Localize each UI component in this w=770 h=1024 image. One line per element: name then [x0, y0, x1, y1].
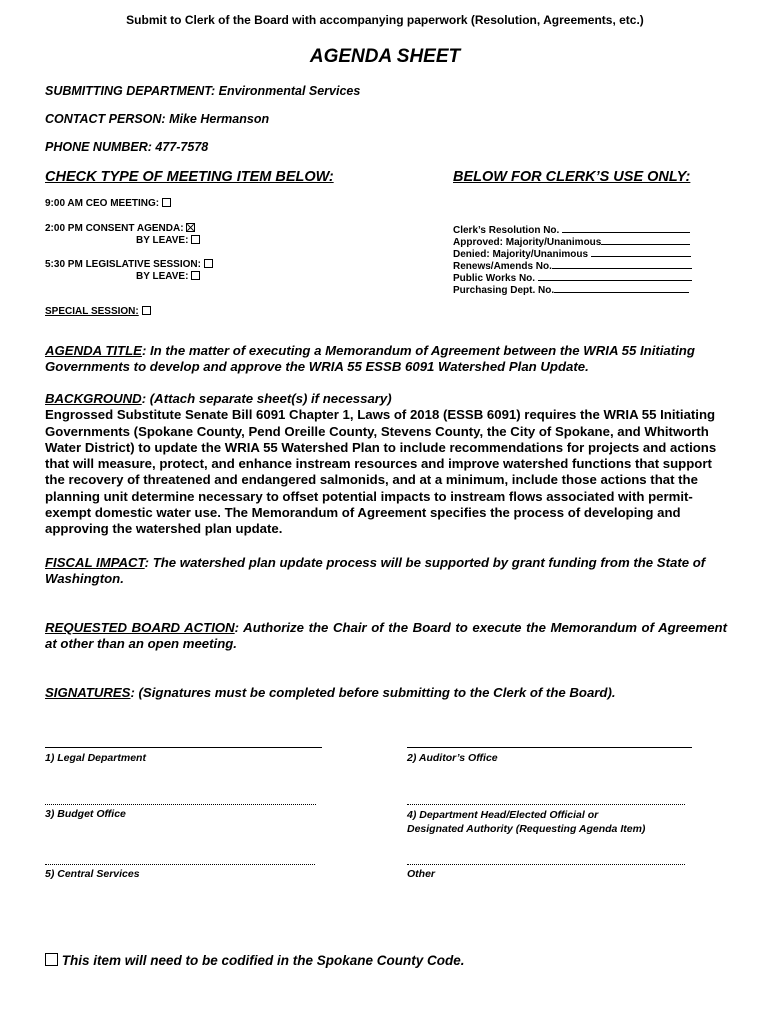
fiscal-impact-label: FISCAL IMPACT	[45, 555, 145, 570]
dept-head-signature-label: 4) Department Head/Elected Official or Designated Authority (Requesting Agenda Item)	[407, 809, 646, 835]
codified-note: This item will need to be codified in the Spokane County Code.	[61, 953, 465, 968]
page-title: AGENDA SHEET	[309, 46, 461, 67]
codified-checkbox[interactable]	[45, 953, 58, 966]
special-session-label: SPECIAL SESSION:	[45, 306, 139, 317]
clerk-fields	[453, 223, 692, 295]
legislative-session-checkbox[interactable]	[204, 259, 213, 268]
clerk-resolution-row: Clerk’s Resolution No.	[453, 223, 692, 235]
clerk-purchasing-row: Purchasing Dept. No.	[453, 283, 692, 295]
legislative-by-leave-row	[136, 271, 200, 282]
codified-row	[45, 953, 465, 968]
dept-head-signature-line[interactable]	[407, 804, 685, 805]
other-signature-label: Other	[407, 868, 436, 880]
check-type-heading: CHECK TYPE OF MEETING ITEM BELOW:	[45, 169, 334, 185]
signatures-label: SIGNATURES	[45, 685, 131, 700]
central-services-signature-line[interactable]	[45, 864, 315, 865]
clerk-approved-row: Approved: Majority/Unanimous	[453, 235, 692, 247]
legal-signature-label: 1) Legal Department	[45, 752, 146, 764]
consent-by-leave-row	[136, 235, 200, 246]
ceo-meeting-checkbox[interactable]	[162, 198, 171, 207]
consent-by-leave-checkbox[interactable]	[191, 235, 200, 244]
signatures-text: : (Signatures must be completed before submitting to the Clerk of the Board).	[130, 685, 616, 700]
clerk-resolution-field[interactable]	[562, 223, 690, 233]
clerk-purchasing-field[interactable]	[554, 283, 689, 293]
special-session-checkbox[interactable]	[142, 306, 151, 315]
legislative-by-leave-checkbox[interactable]	[191, 271, 200, 280]
clerk-public-works-row: Public Works No.	[453, 271, 692, 283]
fiscal-impact-section	[45, 555, 731, 588]
legislative-by-leave-label: BY LEAVE:	[136, 271, 189, 282]
contact-person: CONTACT PERSON: Mike Hermanson	[45, 112, 270, 126]
fiscal-impact-text: : The watershed plan update process will be supported by grant funding from the State of Washington.	[45, 555, 706, 587]
clerk-denied-row: Denied: Majority/Unanimous	[453, 247, 692, 259]
legal-signature-line[interactable]	[45, 747, 322, 748]
clerk-approved-field[interactable]	[601, 235, 690, 245]
signatures-section	[45, 685, 731, 701]
consent-agenda-row	[45, 223, 195, 234]
special-session-row	[45, 306, 151, 317]
consent-agenda-label: 2:00 PM CONSENT AGENDA:	[45, 223, 184, 234]
ceo-meeting-row	[45, 198, 171, 209]
requested-action-section	[45, 620, 727, 653]
agenda-title-label: AGENDA TITLE	[45, 343, 142, 358]
agenda-title-text: : In the matter of executing a Memorandum of Agreement between the WRIA 55 Initiating Governments to develop and approve the WRIA 55 ESSB 6091 Watershed Plan Update.	[45, 343, 695, 375]
header-note: Submit to Clerk of the Board with accompanying paperwork (Resolution, Agreements, etc.)	[126, 13, 644, 27]
clerk-denied-field[interactable]	[591, 247, 691, 257]
other-signature-line[interactable]	[407, 864, 685, 865]
budget-signature-line[interactable]	[45, 804, 316, 805]
submitting-department: SUBMITTING DEPARTMENT: Environmental Services	[45, 84, 361, 98]
agenda-title-section	[45, 343, 731, 376]
ceo-meeting-label: 9:00 AM CEO MEETING:	[45, 198, 160, 209]
background-text: Engrossed Substitute Senate Bill 6091 Chapter 1, Laws of 2018 (ESSB 6091) requires the WRIA 55 Initiating Governments (Spokane County, Pend Oreille County, Stevens County, the City of Spokane, and Whitworth Water District) to update the WRIA 55 Watershed Plan to include recommendations for projects and actions that will measure, protect, and enhance instream resources and improve watershed functions that support the recovery of threatened and endangered salmonids, and at a minimum, include those actions that the planning unit determine necessary to offset potential impacts to instream flows associated with permit-exempt domestic water use. The Memorandum of Agreement specifies the process of developing and approving the watershed plan update.	[45, 407, 717, 537]
consent-by-leave-label: BY LEAVE:	[136, 235, 189, 246]
background-label: BACKGROUND	[45, 391, 142, 406]
auditor-signature-line[interactable]	[407, 747, 692, 748]
central-services-signature-label: 5) Central Services	[45, 868, 140, 880]
clerk-renews-field[interactable]	[552, 259, 692, 269]
consent-agenda-checkbox[interactable]	[186, 223, 195, 232]
clerk-use-heading: BELOW FOR CLERK’S USE ONLY:	[453, 169, 691, 185]
background-instruction: : (Attach separate sheet(s) if necessary)	[141, 391, 392, 406]
requested-action-label: REQUESTED BOARD ACTION	[45, 620, 235, 635]
phone-number: PHONE NUMBER: 477-7578	[45, 140, 209, 154]
requested-action-text: : Authorize the Chair of the Board to execute the Memorandum of Agreement at other than an open meeting.	[45, 620, 727, 652]
auditor-signature-label: 2) Auditor’s Office	[407, 752, 498, 764]
clerk-renews-row: Renews/Amends No.	[453, 259, 692, 271]
legislative-session-row	[45, 259, 213, 270]
legislative-session-label: 5:30 PM LEGISLATIVE SESSION:	[45, 259, 201, 270]
budget-signature-label: 3) Budget Office	[45, 808, 126, 820]
clerk-public-works-field[interactable]	[538, 271, 692, 281]
background-section	[45, 391, 735, 538]
